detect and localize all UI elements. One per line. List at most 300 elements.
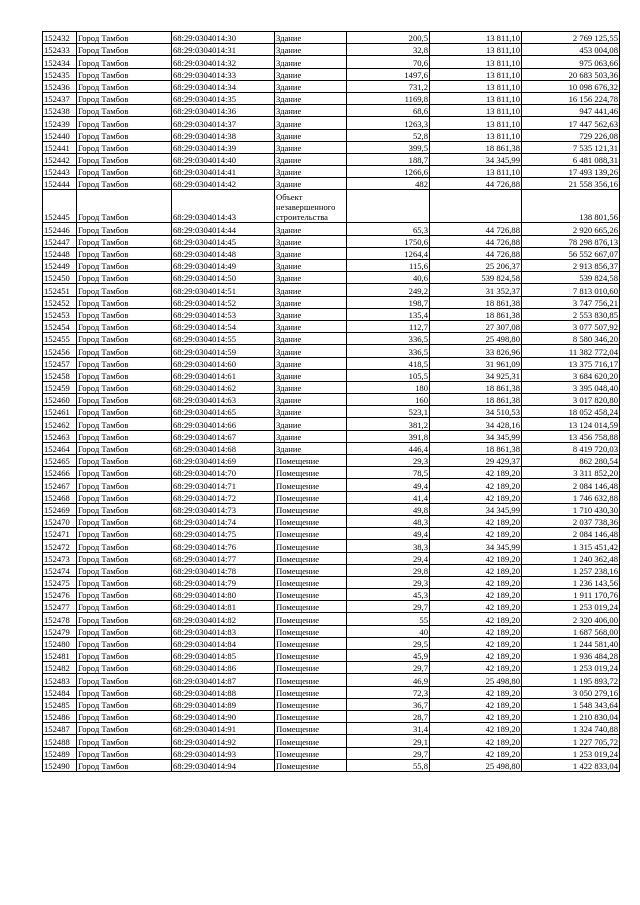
table-row	[43, 479, 620, 491]
locality-cell: Город Тамбов	[77, 491, 172, 503]
row-number-cell: 152469	[43, 503, 77, 515]
row-number-cell: 152432	[43, 32, 77, 44]
specific-value-cell: 33 826,96	[430, 345, 522, 357]
locality-cell: Город Тамбов	[77, 296, 172, 308]
table-row	[43, 747, 620, 759]
cadastral-number-cell: 68:29:0304014:34	[172, 80, 275, 92]
locality-cell: Город Тамбов	[77, 394, 172, 406]
table-row	[43, 576, 620, 588]
cadastral-value-cell: 13 375 716,17	[522, 357, 620, 369]
object-type-cell: Здание	[275, 284, 347, 296]
locality-cell: Город Тамбов	[77, 723, 172, 735]
table-row	[43, 105, 620, 117]
area-cell: 29,5	[347, 637, 430, 649]
area-cell: 48,3	[347, 515, 430, 527]
specific-value-cell: 13 811,10	[430, 80, 522, 92]
table-row	[43, 333, 620, 345]
table-row	[43, 394, 620, 406]
area-cell: 32,8	[347, 44, 430, 56]
cadastral-value-cell: 3 077 507,92	[522, 320, 620, 332]
cadastral-value-cell: 3 684 620,20	[522, 369, 620, 381]
locality-cell: Город Тамбов	[77, 105, 172, 117]
table-row	[43, 723, 620, 735]
area-cell: 482	[347, 178, 430, 190]
table-row	[43, 153, 620, 165]
cadastral-value-cell: 1 911 170,76	[522, 589, 620, 601]
area-cell: 65,3	[347, 223, 430, 235]
cadastral-number-cell: 68:29:0304014:80	[172, 589, 275, 601]
specific-value-cell: 42 189,20	[430, 552, 522, 564]
table-row	[43, 735, 620, 747]
locality-cell: Город Тамбов	[77, 662, 172, 674]
row-number-cell: 152438	[43, 105, 77, 117]
object-type-cell: Здание	[275, 272, 347, 284]
cadastral-number-cell: 68:29:0304014:65	[172, 406, 275, 418]
table-row	[43, 223, 620, 235]
locality-cell: Город Тамбов	[77, 68, 172, 80]
table-row	[43, 44, 620, 56]
object-type-cell: Объект незавершенного строительства	[275, 190, 347, 223]
table-row	[43, 564, 620, 576]
cadastral-number-cell: 68:29:0304014:86	[172, 662, 275, 674]
specific-value-cell: 42 189,20	[430, 723, 522, 735]
locality-cell: Город Тамбов	[77, 129, 172, 141]
area-cell: 1497,6	[347, 68, 430, 80]
cadastral-value-cell: 10 098 676,32	[522, 80, 620, 92]
row-number-cell: 152461	[43, 406, 77, 418]
locality-cell: Город Тамбов	[77, 735, 172, 747]
cadastral-number-cell: 68:29:0304014:41	[172, 166, 275, 178]
area-cell: 29,7	[347, 747, 430, 759]
specific-value-cell: 42 189,20	[430, 747, 522, 759]
area-cell: 36,7	[347, 698, 430, 710]
locality-cell: Город Тамбов	[77, 153, 172, 165]
cadastral-number-cell: 68:29:0304014:94	[172, 759, 275, 771]
object-type-cell: Помещение	[275, 747, 347, 759]
cadastral-value-cell: 2 084 146,48	[522, 528, 620, 540]
cadastral-number-cell: 68:29:0304014:85	[172, 650, 275, 662]
area-cell: 41,4	[347, 491, 430, 503]
cadastral-value-cell: 78 298 876,13	[522, 235, 620, 247]
row-number-cell: 152472	[43, 540, 77, 552]
row-number-cell: 152442	[43, 153, 77, 165]
cadastral-number-cell: 68:29:0304014:50	[172, 272, 275, 284]
row-number-cell: 152479	[43, 625, 77, 637]
object-type-cell: Здание	[275, 296, 347, 308]
area-cell: 45,9	[347, 650, 430, 662]
row-number-cell: 152485	[43, 698, 77, 710]
row-number-cell: 152455	[43, 333, 77, 345]
specific-value-cell: 42 189,20	[430, 528, 522, 540]
cadastral-value-cell: 453 004,08	[522, 44, 620, 56]
object-type-cell: Помещение	[275, 528, 347, 540]
cadastral-value-cell: 862 280,54	[522, 455, 620, 467]
specific-value-cell: 34 345,99	[430, 503, 522, 515]
cadastral-value-cell: 1 746 632,88	[522, 491, 620, 503]
cadastral-number-cell: 68:29:0304014:66	[172, 418, 275, 430]
area-cell: 198,7	[347, 296, 430, 308]
locality-cell: Город Тамбов	[77, 589, 172, 601]
locality-cell: Город Тамбов	[77, 320, 172, 332]
row-number-cell: 152456	[43, 345, 77, 357]
locality-cell: Город Тамбов	[77, 601, 172, 613]
specific-value-cell: 42 189,20	[430, 589, 522, 601]
cadastral-value-cell: 1 244 581,40	[522, 637, 620, 649]
area-cell: 523,1	[347, 406, 430, 418]
locality-cell: Город Тамбов	[77, 637, 172, 649]
locality-cell: Город Тамбов	[77, 308, 172, 320]
row-number-cell: 152451	[43, 284, 77, 296]
cadastral-number-cell: 68:29:0304014:68	[172, 442, 275, 454]
table-row	[43, 308, 620, 320]
row-number-cell: 152435	[43, 68, 77, 80]
cadastral-number-cell: 68:29:0304014:81	[172, 601, 275, 613]
cadastral-value-cell: 3 311 852,20	[522, 467, 620, 479]
table-row	[43, 178, 620, 190]
table-row	[43, 710, 620, 722]
area-cell: 49,4	[347, 479, 430, 491]
table-row	[43, 418, 620, 430]
table-row	[43, 491, 620, 503]
row-number-cell: 152448	[43, 247, 77, 259]
specific-value-cell: 42 189,20	[430, 467, 522, 479]
cadastral-number-cell: 68:29:0304014:78	[172, 564, 275, 576]
locality-cell: Город Тамбов	[77, 674, 172, 686]
specific-value-cell: 44 726,88	[430, 247, 522, 259]
row-number-cell: 152463	[43, 430, 77, 442]
specific-value-cell: 34 345,99	[430, 540, 522, 552]
cadastral-value-cell: 947 441,46	[522, 105, 620, 117]
table-row	[43, 381, 620, 393]
row-number-cell: 152467	[43, 479, 77, 491]
locality-cell: Город Тамбов	[77, 686, 172, 698]
area-cell: 31,4	[347, 723, 430, 735]
locality-cell: Город Тамбов	[77, 333, 172, 345]
cadastral-number-cell: 68:29:0304014:37	[172, 117, 275, 129]
cadastral-number-cell: 68:29:0304014:93	[172, 747, 275, 759]
cadastral-value-cell: 1 253 019,24	[522, 662, 620, 674]
object-type-cell: Помещение	[275, 613, 347, 625]
specific-value-cell: 42 189,20	[430, 650, 522, 662]
locality-cell: Город Тамбов	[77, 540, 172, 552]
cadastral-number-cell: 68:29:0304014:54	[172, 320, 275, 332]
row-number-cell: 152490	[43, 759, 77, 771]
table-row	[43, 467, 620, 479]
cadastral-number-cell: 68:29:0304014:72	[172, 491, 275, 503]
area-cell: 249,2	[347, 284, 430, 296]
row-number-cell: 152473	[43, 552, 77, 564]
specific-value-cell: 42 189,20	[430, 491, 522, 503]
cadastral-number-cell: 68:29:0304014:67	[172, 430, 275, 442]
cadastral-number-cell: 68:29:0304014:82	[172, 613, 275, 625]
cadastral-value-cell: 21 558 356,16	[522, 178, 620, 190]
object-type-cell: Помещение	[275, 637, 347, 649]
cadastral-number-cell: 68:29:0304014:69	[172, 455, 275, 467]
row-number-cell: 152481	[43, 650, 77, 662]
cadastral-number-cell: 68:29:0304014:75	[172, 528, 275, 540]
locality-cell: Город Тамбов	[77, 345, 172, 357]
area-cell: 45,3	[347, 589, 430, 601]
specific-value-cell: 18 861,38	[430, 296, 522, 308]
area-cell: 135,4	[347, 308, 430, 320]
table-row	[43, 357, 620, 369]
specific-value-cell: 42 189,20	[430, 576, 522, 588]
object-type-cell: Здание	[275, 32, 347, 44]
specific-value-cell: 34 345,99	[430, 430, 522, 442]
table-row	[43, 260, 620, 272]
object-type-cell: Здание	[275, 223, 347, 235]
row-number-cell: 152471	[43, 528, 77, 540]
table-row	[43, 613, 620, 625]
cadastral-number-cell: 68:29:0304014:33	[172, 68, 275, 80]
cadastral-value-cell: 1 315 451,42	[522, 540, 620, 552]
locality-cell: Город Тамбов	[77, 141, 172, 153]
locality-cell: Город Тамбов	[77, 552, 172, 564]
specific-value-cell: 34 345,99	[430, 153, 522, 165]
locality-cell: Город Тамбов	[77, 564, 172, 576]
cadastral-value-cell: 1 240 362,48	[522, 552, 620, 564]
cadastral-value-cell: 56 552 667,07	[522, 247, 620, 259]
row-number-cell: 152443	[43, 166, 77, 178]
area-cell: 418,5	[347, 357, 430, 369]
specific-value-cell: 34 428,16	[430, 418, 522, 430]
object-type-cell: Помещение	[275, 540, 347, 552]
locality-cell: Город Тамбов	[77, 406, 172, 418]
object-type-cell: Здание	[275, 153, 347, 165]
area-cell: 1266,6	[347, 166, 430, 178]
cadastral-value-cell: 16 156 224,78	[522, 92, 620, 104]
object-type-cell: Здание	[275, 178, 347, 190]
specific-value-cell: 13 811,10	[430, 129, 522, 141]
table-row	[43, 637, 620, 649]
area-cell: 29,8	[347, 564, 430, 576]
object-type-cell: Здание	[275, 117, 347, 129]
cadastral-value-cell: 13 124 014,59	[522, 418, 620, 430]
row-number-cell: 152488	[43, 735, 77, 747]
cadastral-number-cell: 68:29:0304014:38	[172, 129, 275, 141]
object-type-cell: Здание	[275, 56, 347, 68]
area-cell: 112,7	[347, 320, 430, 332]
table-row	[43, 32, 620, 44]
cadastral-value-cell: 1 253 019,24	[522, 747, 620, 759]
row-number-cell: 152482	[43, 662, 77, 674]
area-cell: 115,6	[347, 260, 430, 272]
cadastral-value-cell: 975 063,66	[522, 56, 620, 68]
cadastral-number-cell: 68:29:0304014:40	[172, 153, 275, 165]
table-row	[43, 686, 620, 698]
object-type-cell: Здание	[275, 406, 347, 418]
row-number-cell: 152434	[43, 56, 77, 68]
area-cell: 391,8	[347, 430, 430, 442]
object-type-cell: Помещение	[275, 674, 347, 686]
row-number-cell: 152486	[43, 710, 77, 722]
row-number-cell: 152453	[43, 308, 77, 320]
cadastral-value-cell: 539 824,58	[522, 272, 620, 284]
cadastral-number-cell: 68:29:0304014:55	[172, 333, 275, 345]
object-type-cell: Здание	[275, 44, 347, 56]
cadastral-value-cell: 18 052 458,24	[522, 406, 620, 418]
row-number-cell: 152480	[43, 637, 77, 649]
row-number-cell: 152446	[43, 223, 77, 235]
locality-cell: Город Тамбов	[77, 455, 172, 467]
locality-cell: Город Тамбов	[77, 479, 172, 491]
area-cell: 49,4	[347, 528, 430, 540]
specific-value-cell: 44 726,88	[430, 235, 522, 247]
area-cell: 1263,3	[347, 117, 430, 129]
specific-value-cell: 42 189,20	[430, 625, 522, 637]
table-row	[43, 674, 620, 686]
area-cell: 180	[347, 381, 430, 393]
object-type-cell: Здание	[275, 345, 347, 357]
locality-cell: Город Тамбов	[77, 467, 172, 479]
object-type-cell: Здание	[275, 166, 347, 178]
object-type-cell: Здание	[275, 260, 347, 272]
row-number-cell: 152454	[43, 320, 77, 332]
object-type-cell: Здание	[275, 308, 347, 320]
cadastral-value-cell: 13 456 758,88	[522, 430, 620, 442]
object-type-cell: Помещение	[275, 455, 347, 467]
specific-value-cell: 13 811,10	[430, 117, 522, 129]
object-type-cell: Здание	[275, 105, 347, 117]
table-row	[43, 166, 620, 178]
specific-value-cell: 18 861,38	[430, 381, 522, 393]
table-row	[43, 406, 620, 418]
specific-value-cell: 25 206,37	[430, 260, 522, 272]
locality-cell: Город Тамбов	[77, 528, 172, 540]
row-number-cell: 152450	[43, 272, 77, 284]
specific-value-cell: 42 189,20	[430, 686, 522, 698]
cadastral-number-cell: 68:29:0304014:39	[172, 141, 275, 153]
object-type-cell: Здание	[275, 247, 347, 259]
cadastral-value-cell: 1 195 893,72	[522, 674, 620, 686]
specific-value-cell: 539 824,58	[430, 272, 522, 284]
locality-cell: Город Тамбов	[77, 613, 172, 625]
area-cell: 29,1	[347, 735, 430, 747]
table-row	[43, 284, 620, 296]
row-number-cell: 152459	[43, 381, 77, 393]
area-cell: 336,5	[347, 333, 430, 345]
specific-value-cell: 31 961,09	[430, 357, 522, 369]
cadastral-number-cell: 68:29:0304014:83	[172, 625, 275, 637]
specific-value-cell: 25 498,80	[430, 759, 522, 771]
locality-cell: Город Тамбов	[77, 381, 172, 393]
cadastral-value-cell: 2 553 830,85	[522, 308, 620, 320]
cadastral-number-cell: 68:29:0304014:63	[172, 394, 275, 406]
locality-cell: Город Тамбов	[77, 430, 172, 442]
row-number-cell: 152489	[43, 747, 77, 759]
table-row	[43, 272, 620, 284]
object-type-cell: Помещение	[275, 650, 347, 662]
table-row	[43, 430, 620, 442]
cadastral-number-cell: 68:29:0304014:71	[172, 479, 275, 491]
object-type-cell: Здание	[275, 68, 347, 80]
table-row	[43, 129, 620, 141]
specific-value-cell: 13 811,10	[430, 32, 522, 44]
cadastral-value-cell: 138 801,56	[522, 190, 620, 223]
table-row	[43, 552, 620, 564]
cadastral-number-cell: 68:29:0304014:53	[172, 308, 275, 320]
row-number-cell: 152436	[43, 80, 77, 92]
object-type-cell: Помещение	[275, 710, 347, 722]
cadastral-number-cell: 68:29:0304014:90	[172, 710, 275, 722]
table-row	[43, 442, 620, 454]
cadastral-value-cell: 3 050 279,16	[522, 686, 620, 698]
row-number-cell: 152478	[43, 613, 77, 625]
table-row	[43, 235, 620, 247]
row-number-cell: 152483	[43, 674, 77, 686]
cadastral-number-cell: 68:29:0304014:74	[172, 515, 275, 527]
cadastral-value-cell: 3 395 048,40	[522, 381, 620, 393]
cadastral-number-cell: 68:29:0304014:52	[172, 296, 275, 308]
cadastral-value-cell: 1 422 833,04	[522, 759, 620, 771]
row-number-cell: 152444	[43, 178, 77, 190]
cadastral-number-cell: 68:29:0304014:59	[172, 345, 275, 357]
specific-value-cell	[430, 190, 522, 223]
locality-cell: Город Тамбов	[77, 503, 172, 515]
row-number-cell: 152484	[43, 686, 77, 698]
cadastral-number-cell: 68:29:0304014:62	[172, 381, 275, 393]
area-cell: 52,8	[347, 129, 430, 141]
area-cell: 68,6	[347, 105, 430, 117]
locality-cell: Город Тамбов	[77, 710, 172, 722]
object-type-cell: Помещение	[275, 467, 347, 479]
cadastral-number-cell: 68:29:0304014:91	[172, 723, 275, 735]
locality-cell: Город Тамбов	[77, 80, 172, 92]
table-row	[43, 759, 620, 771]
cadastral-number-cell: 68:29:0304014:77	[172, 552, 275, 564]
row-number-cell: 152437	[43, 92, 77, 104]
specific-value-cell: 42 189,20	[430, 613, 522, 625]
object-type-cell: Помещение	[275, 698, 347, 710]
table-row	[43, 80, 620, 92]
object-type-cell: Помещение	[275, 564, 347, 576]
area-cell: 188,7	[347, 153, 430, 165]
cadastral-number-cell: 68:29:0304014:42	[172, 178, 275, 190]
cadastral-value-cell: 2 320 406,00	[522, 613, 620, 625]
specific-value-cell: 18 861,38	[430, 442, 522, 454]
cadastral-value-cell: 7 535 121,31	[522, 141, 620, 153]
cadastral-value-cell: 2 037 738,36	[522, 515, 620, 527]
object-type-cell: Здание	[275, 80, 347, 92]
table-row	[43, 650, 620, 662]
object-type-cell: Помещение	[275, 735, 347, 747]
area-cell: 29,3	[347, 455, 430, 467]
table-row	[43, 698, 620, 710]
specific-value-cell: 42 189,20	[430, 698, 522, 710]
row-number-cell: 152458	[43, 369, 77, 381]
row-number-cell: 152470	[43, 515, 77, 527]
object-type-cell: Помещение	[275, 491, 347, 503]
specific-value-cell: 34 510,53	[430, 406, 522, 418]
table-row	[43, 117, 620, 129]
locality-cell: Город Тамбов	[77, 190, 172, 223]
object-type-cell: Здание	[275, 235, 347, 247]
specific-value-cell: 42 189,20	[430, 735, 522, 747]
cadastral-value-cell: 20 683 503,36	[522, 68, 620, 80]
cadastral-number-cell: 68:29:0304014:87	[172, 674, 275, 686]
locality-cell: Город Тамбов	[77, 357, 172, 369]
cadastral-value-cell: 1 236 143,56	[522, 576, 620, 588]
cadastral-number-cell: 68:29:0304014:31	[172, 44, 275, 56]
area-cell: 29,7	[347, 662, 430, 674]
locality-cell: Город Тамбов	[77, 44, 172, 56]
specific-value-cell: 25 498,80	[430, 333, 522, 345]
cadastral-number-cell: 68:29:0304014:70	[172, 467, 275, 479]
area-cell: 29,3	[347, 576, 430, 588]
row-number-cell: 152433	[43, 44, 77, 56]
cadastral-value-cell: 7 813 010,60	[522, 284, 620, 296]
object-type-cell: Здание	[275, 320, 347, 332]
